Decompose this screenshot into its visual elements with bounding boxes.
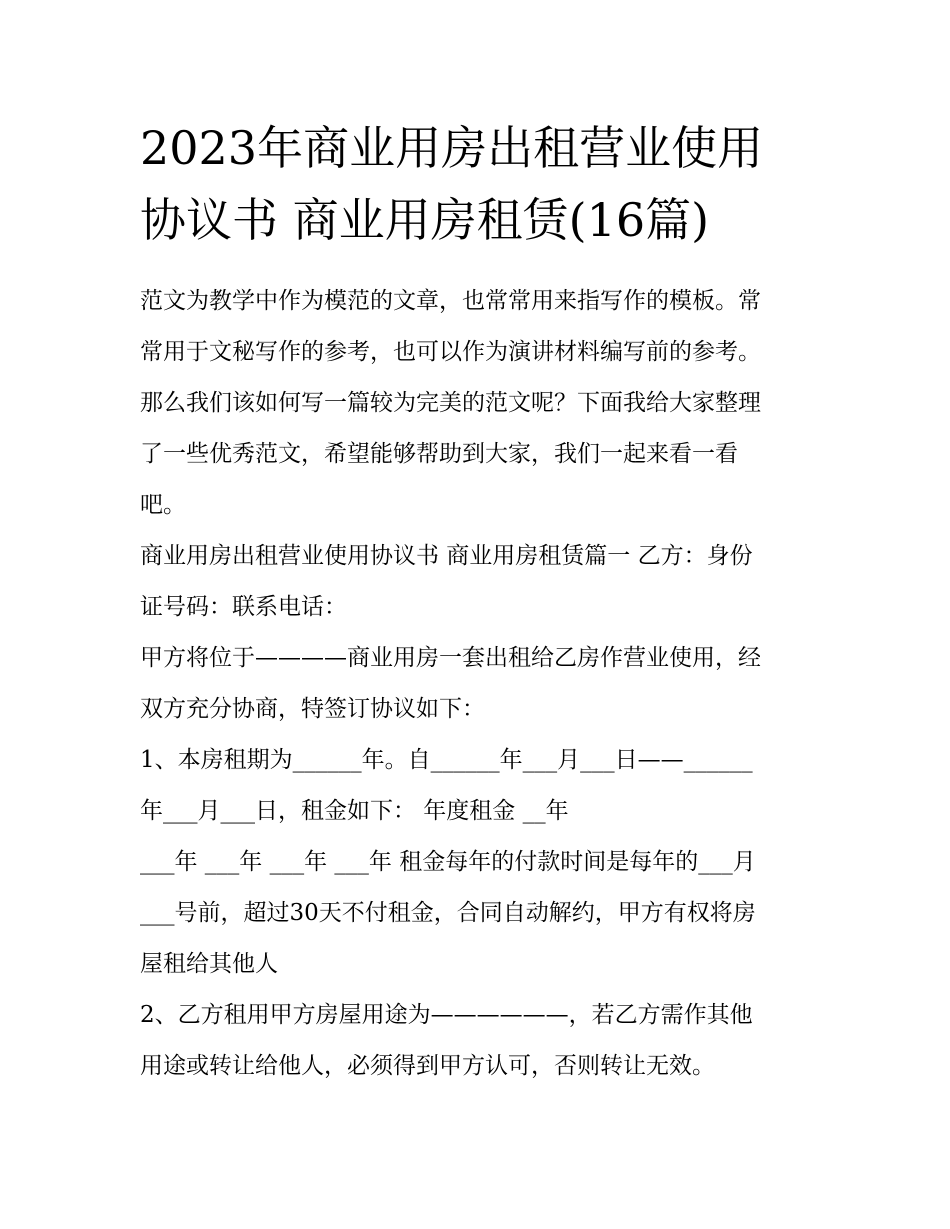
body-line-14: 屋租给其他人 [140, 951, 278, 977]
body-line-15: 2、乙方租用甲方房屋用途为——————，若乙方需作其他 [140, 1002, 753, 1028]
body-line-16: 用途或转让给他人，必须得到甲方认可，否则转让无效。 [140, 1053, 715, 1079]
body-line-8: 甲方将位于————商业用房一套出租给乙房作营业使用，经 [140, 645, 761, 671]
body-line-11: 年___月___日，租金如下： 年度租金 __年 [140, 798, 569, 824]
body-line-5: 吧。 [140, 492, 186, 518]
body-line-12: ___年 ___年 ___年 ___年 租金每年的付款时间是每年的___月 [140, 849, 756, 875]
body-line-2: 常用于文秘写作的参考，也可以作为演讲材料编写前的参考。 [140, 339, 761, 365]
body-line-9: 双方充分协商，特签订协议如下： [140, 696, 485, 722]
body-line-6: 商业用房出租营业使用协议书 商业用房租赁篇一 乙方：身份 [140, 543, 753, 569]
body-line-3: 那么我们该如何写一篇较为完美的范文呢？下面我给大家整理 [140, 390, 761, 416]
body-line-4: 了一些优秀范文，希望能够帮助到大家，我们一起来看一看 [140, 441, 738, 467]
document-title [140, 112, 820, 256]
title-line-1: 2023年商业用房出租营业使用 [140, 121, 764, 175]
body-line-7: 证号码：联系电话： [140, 594, 347, 620]
body-line-10: 1、本房租期为______年。自______年___月___日——______ [140, 747, 753, 773]
title-line-2: 协议书 商业用房租赁(16篇) [140, 193, 710, 247]
body-line-13: ___号前，超过30天不付租金，合同自动解约，甲方有权将房 [140, 900, 756, 926]
body-line-1: 范文为教学中作为模范的文章，也常常用来指写作的模板。常 [140, 288, 761, 314]
document-body [140, 276, 830, 1092]
